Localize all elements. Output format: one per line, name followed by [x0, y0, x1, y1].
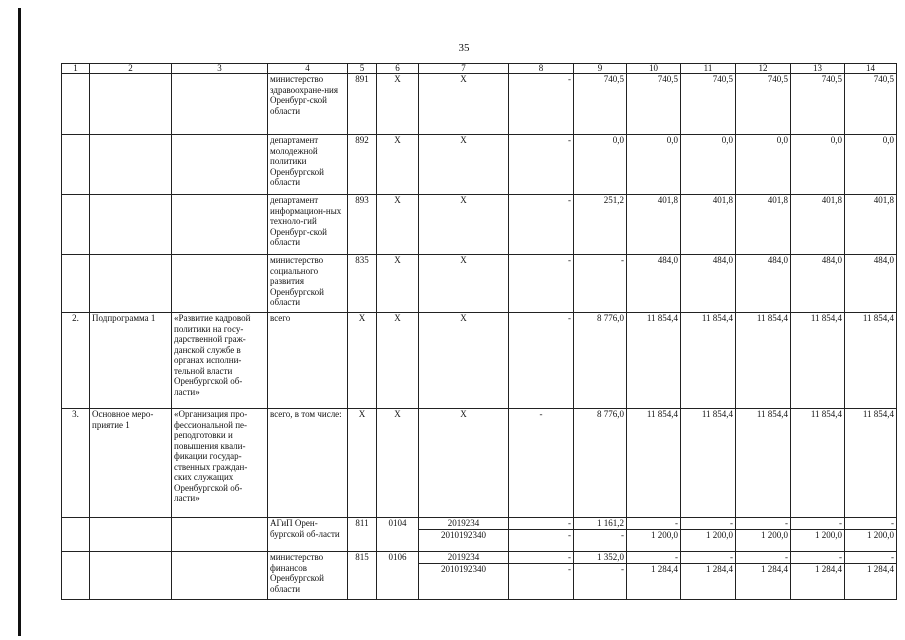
cell: 484,0: [736, 255, 791, 313]
cell: 892: [348, 135, 377, 195]
cell: -: [627, 552, 681, 564]
cell: 1 284,4: [791, 564, 845, 600]
cell: -: [509, 313, 574, 409]
cell: 11 854,4: [627, 409, 681, 518]
cell: 11 854,4: [736, 409, 791, 518]
item-title: «Организация про-фессиональной пе-реподготовки и повышения квали-фикации государ-ственных граждан-ских служащих Оренбургской об-ласти»: [172, 409, 268, 518]
cell: -: [509, 195, 574, 255]
header-cell: 5: [348, 64, 377, 74]
cell: Х: [348, 409, 377, 518]
cell: 11 854,4: [681, 313, 736, 409]
cell: 401,8: [791, 195, 845, 255]
cell: -: [509, 564, 574, 600]
cell: -: [845, 518, 897, 530]
cell: 0,0: [791, 135, 845, 195]
table-row: [62, 195, 897, 255]
cell: 8 776,0: [574, 409, 627, 518]
cell: 740,5: [681, 74, 736, 135]
cell: 1 200,0: [681, 530, 736, 552]
cell: Х: [377, 195, 419, 255]
cell: -: [791, 518, 845, 530]
page-number: 35: [458, 42, 470, 54]
cell: 484,0: [627, 255, 681, 313]
cell: 1 352,0: [574, 552, 627, 564]
cell: 1 284,4: [681, 564, 736, 600]
cell: 0,0: [681, 135, 736, 195]
budget-table: [61, 63, 897, 600]
cell: -: [574, 564, 627, 600]
binding-edge: [18, 8, 21, 636]
cell: Х: [377, 313, 419, 409]
cell: 740,5: [574, 74, 627, 135]
cell: 1 284,4: [736, 564, 791, 600]
cell: 0,0: [736, 135, 791, 195]
cell: 1 200,0: [736, 530, 791, 552]
cell: Х: [419, 135, 509, 195]
cell: 1 200,0: [845, 530, 897, 552]
cell: -: [509, 552, 574, 564]
header-cell: 2: [90, 64, 172, 74]
cell: 11 854,4: [791, 409, 845, 518]
executor-cell: министерство здравоохране-ния Оренбург-ской области: [268, 74, 348, 135]
executor-cell: департамент информацион-ных техноло-гий Оренбург-ской области: [268, 195, 348, 255]
cell: Х: [377, 255, 419, 313]
cell: 740,5: [791, 74, 845, 135]
table-row: [62, 74, 897, 135]
cell: 0104: [377, 518, 419, 552]
cell: 1 284,4: [627, 564, 681, 600]
cell: -: [574, 255, 627, 313]
cell: 11 854,4: [845, 409, 897, 518]
table-row: [62, 255, 897, 313]
cell: -: [509, 74, 574, 135]
cell: Х: [419, 74, 509, 135]
cell: -: [681, 518, 736, 530]
cell: -: [574, 530, 627, 552]
header-cell: 8: [509, 64, 574, 74]
header-cell: 9: [574, 64, 627, 74]
cell: 2019234: [419, 518, 509, 530]
cell: Х: [419, 409, 509, 518]
item-title: «Развитие кадровой политики на госу-дарственной граж-данской службе в органах исполни-тельной власти Оренбургской об-ласти»: [172, 313, 268, 409]
cell: 2010192340: [419, 530, 509, 552]
item-type: Подпрограмма 1: [90, 313, 172, 409]
cell: 401,8: [681, 195, 736, 255]
table-row: [62, 313, 897, 409]
cell: 484,0: [681, 255, 736, 313]
cell: 1 200,0: [627, 530, 681, 552]
cell: 811: [348, 518, 377, 552]
header-cell: 13: [791, 64, 845, 74]
cell: -: [509, 518, 574, 530]
cell: Х: [377, 135, 419, 195]
row-number: 3.: [62, 409, 90, 518]
header-cell: 7: [419, 64, 509, 74]
cell: 1 200,0: [791, 530, 845, 552]
cell: 11 854,4: [736, 313, 791, 409]
cell: 401,8: [845, 195, 897, 255]
cell: 0106: [377, 552, 419, 600]
cell: 401,8: [627, 195, 681, 255]
header-cell: 1: [62, 64, 90, 74]
cell: 2019234: [419, 552, 509, 564]
header-cell: 6: [377, 64, 419, 74]
cell: -: [736, 552, 791, 564]
cell: 251,2: [574, 195, 627, 255]
row-number: 2.: [62, 313, 90, 409]
cell: -: [509, 255, 574, 313]
header-cell: 14: [845, 64, 897, 74]
cell: 1 284,4: [845, 564, 897, 600]
cell: 11 854,4: [845, 313, 897, 409]
cell: 8 776,0: [574, 313, 627, 409]
cell: -: [509, 530, 574, 552]
header-cell: 11: [681, 64, 736, 74]
cell: 0,0: [574, 135, 627, 195]
cell: 11 854,4: [791, 313, 845, 409]
cell: 11 854,4: [681, 409, 736, 518]
header-row: [62, 64, 897, 74]
cell: 1 161,2: [574, 518, 627, 530]
cell: 740,5: [627, 74, 681, 135]
cell: Х: [419, 255, 509, 313]
cell: -: [509, 135, 574, 195]
table-row: [62, 409, 897, 518]
table-row: [62, 135, 897, 195]
cell: 835: [348, 255, 377, 313]
cell: 0,0: [845, 135, 897, 195]
cell: 484,0: [845, 255, 897, 313]
cell: 740,5: [845, 74, 897, 135]
cell: -: [791, 552, 845, 564]
table-row: [62, 552, 897, 564]
cell: 11 854,4: [627, 313, 681, 409]
cell: 2010192340: [419, 564, 509, 600]
table-row: [62, 518, 897, 530]
header-cell: 10: [627, 64, 681, 74]
executor-cell: всего: [268, 313, 348, 409]
cell: 891: [348, 74, 377, 135]
cell: -: [509, 409, 574, 518]
cell: Х: [419, 313, 509, 409]
cell: Х: [419, 195, 509, 255]
header-cell: 12: [736, 64, 791, 74]
cell: -: [627, 518, 681, 530]
cell: 893: [348, 195, 377, 255]
item-type: Основное меро-приятие 1: [90, 409, 172, 518]
header-cell: 3: [172, 64, 268, 74]
executor-cell: АГиП Орен-бургской об-ласти: [268, 518, 348, 552]
cell: 815: [348, 552, 377, 600]
cell: 740,5: [736, 74, 791, 135]
executor-cell: министерство финансов Оренбургской области: [268, 552, 348, 600]
header-cell: 4: [268, 64, 348, 74]
cell: 484,0: [791, 255, 845, 313]
executor-cell: департамент молодежной политики Оренбургской области: [268, 135, 348, 195]
cell: 401,8: [736, 195, 791, 255]
cell: Х: [348, 313, 377, 409]
cell: Х: [377, 409, 419, 518]
cell: -: [681, 552, 736, 564]
cell: -: [736, 518, 791, 530]
cell: -: [845, 552, 897, 564]
cell: 0,0: [627, 135, 681, 195]
executor-cell: министерство социального развития Оренбургской области: [268, 255, 348, 313]
executor-cell: всего, в том числе:: [268, 409, 348, 518]
cell: Х: [377, 74, 419, 135]
